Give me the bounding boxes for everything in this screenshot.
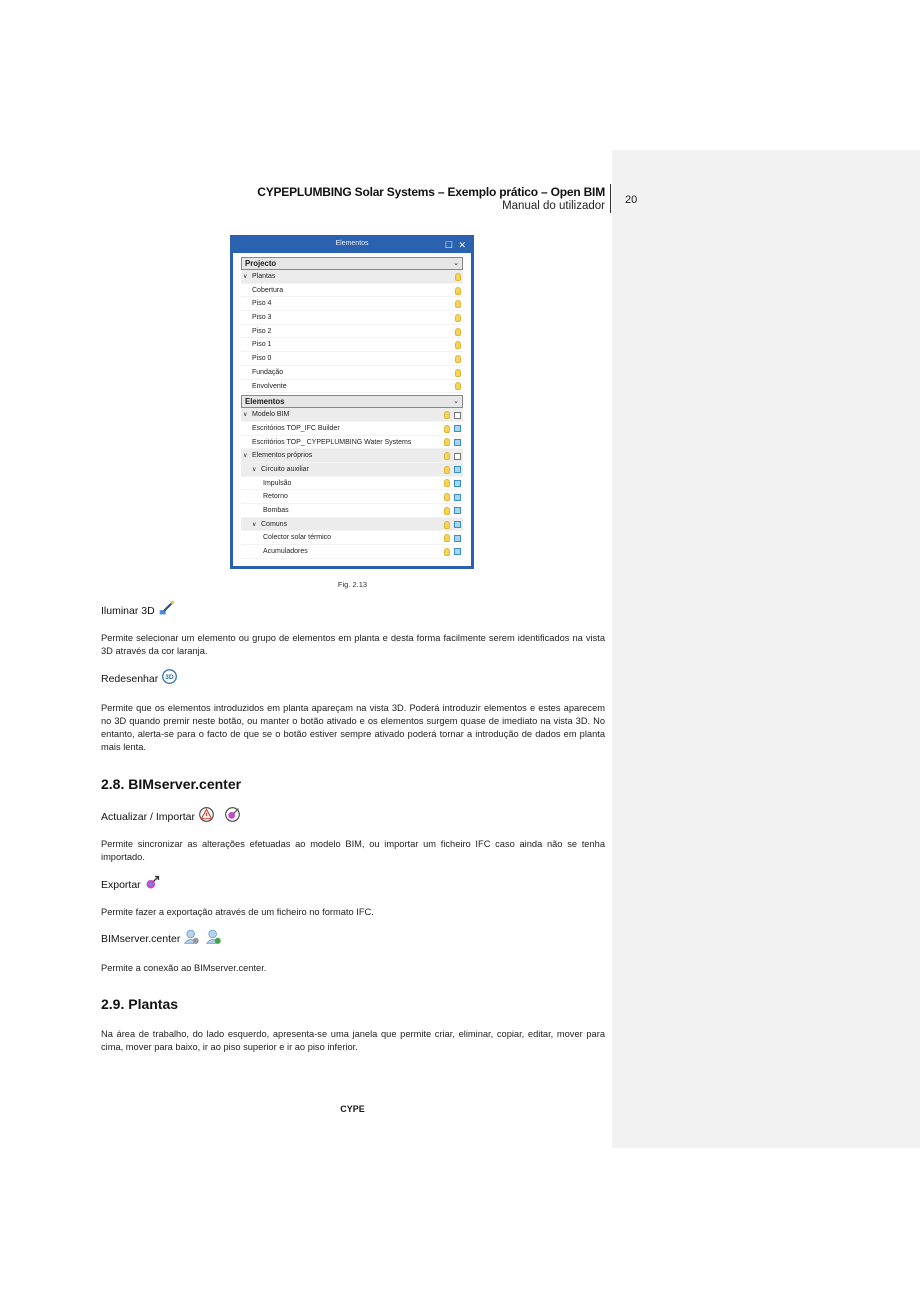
figure-caption: Fig. 2.13 (337, 580, 368, 589)
redraw-3d-icon-text: 3D (165, 674, 175, 682)
cube-icon[interactable] (454, 480, 461, 487)
lightbulb-icon[interactable] (444, 452, 450, 460)
row-icons (455, 366, 461, 380)
lightbulb-icon[interactable] (455, 328, 461, 336)
tree-row-label: Comuns (261, 520, 288, 528)
redraw-3d-icon (161, 668, 178, 685)
panel-titlebar (233, 238, 471, 253)
header-title: CYPEPLUMBING Solar Systems – Exemplo prático – Open BIM (257, 185, 605, 199)
row-icons (455, 270, 461, 284)
row-icons (455, 311, 461, 325)
tree-row[interactable] (241, 408, 463, 422)
lightbulb-icon[interactable] (444, 438, 450, 446)
tree-row[interactable] (241, 297, 463, 311)
lightbulb-icon[interactable] (455, 273, 461, 281)
tree-row[interactable] (241, 284, 463, 298)
actualizar-title: Actualizar / Importar (101, 811, 195, 823)
projecto-tree (241, 270, 463, 393)
elementos-dropdown-label: Elementos (245, 397, 285, 407)
row-icons (444, 408, 461, 422)
iluminar-heading (101, 600, 605, 617)
plantas-text: Na área de trabalho, do lado esquerdo, apresenta-se uma janela que permite criar, eliminar, copiar, editar, mover para cima, mover para baixo, ir ao piso superior e ir ao piso inferior. (101, 1029, 605, 1052)
cube-icon[interactable] (454, 521, 461, 528)
exportar-text: Permite fazer a exportação através de um ficheiro no formato IFC. (101, 907, 374, 917)
tree-row-label: Acumuladores (263, 548, 308, 556)
tree-row-label: Impulsão (263, 479, 292, 487)
tree-row[interactable] (241, 518, 463, 532)
tree-row[interactable] (241, 380, 463, 394)
lightbulb-icon[interactable] (455, 355, 461, 363)
tree-row[interactable] (241, 436, 463, 450)
import-icon (224, 806, 241, 823)
redesenhar-text: Permite que os elementos introduzidos em planta apareçam na vista 3D. Poderá introduzir elementos e estes aparecem no 3D quando premir neste botão, ou manter o botão ativado e os elementos surgem quase de imediato na vista 3D. No entanto, alerta-se para o facto de que se o botão estiver sempre ativado poderá tornar a introdução de dados em planta mais lenta. (101, 703, 605, 752)
exportar-title: Exportar (101, 879, 141, 891)
page-footer: CYPE (340, 1104, 365, 1114)
lightbulb-icon[interactable] (444, 466, 450, 474)
tree-row-label: Fundação (252, 368, 284, 376)
cube-icon[interactable] (454, 453, 461, 460)
row-icons (444, 463, 461, 477)
panel-title: Elementos (335, 240, 369, 247)
tree-row-label: Escritórios TOP_ CYPEPLUMBING Water Systems (252, 438, 412, 446)
row-icons (444, 504, 461, 518)
tree-row-label: Colector solar térmico (263, 534, 332, 542)
lightbulb-icon[interactable] (444, 507, 450, 515)
lightbulb-icon[interactable] (444, 534, 450, 542)
tree-row[interactable] (241, 477, 463, 491)
tree-row-label: Piso 4 (252, 300, 272, 308)
row-icons (455, 380, 461, 394)
tree-row-label: Escritórios TOP_IFC Builder (252, 424, 340, 432)
tree-row-label: Retorno (263, 493, 288, 501)
tree-row[interactable] (241, 422, 463, 436)
cube-icon[interactable] (454, 466, 461, 473)
expand-chevron-icon[interactable]: ∨ (243, 412, 248, 419)
tree-row[interactable] (241, 531, 463, 545)
row-icons (444, 531, 461, 545)
cube-icon[interactable] (454, 425, 461, 432)
row-icons (444, 545, 461, 559)
tree-row[interactable] (241, 270, 463, 284)
tree-row[interactable] (241, 311, 463, 325)
tree-row[interactable] (241, 545, 463, 559)
tree-row[interactable] (241, 338, 463, 352)
lightbulb-icon[interactable] (455, 314, 461, 322)
tree-row-label: Piso 1 (252, 341, 272, 349)
row-icons (455, 338, 461, 352)
tree-row[interactable] (241, 325, 463, 339)
tree-row-label: Piso 0 (252, 355, 272, 363)
lightbulb-icon[interactable] (444, 521, 450, 529)
expand-chevron-icon[interactable]: ∨ (252, 521, 257, 528)
tree-row[interactable] (241, 490, 463, 504)
tree-row-label: Plantas (252, 273, 276, 280)
redesenhar-title: Redesenhar (101, 673, 159, 685)
user-connected-icon (205, 928, 222, 945)
tree-row-label: Envolvente (252, 382, 287, 390)
row-icons (455, 284, 461, 298)
tree-row[interactable] (241, 366, 463, 380)
user-disconnected-icon (183, 928, 200, 945)
row-icons (444, 518, 461, 532)
iluminar-text: Permite selecionar um elemento ou grupo de elementos em planta e desta forma facilmente serem identificados na vista 3D através da cor laranja. (101, 633, 605, 656)
actualizar-text: Permite sincronizar as alterações efetuadas ao modelo BIM, ou importar um ficheiro IFC caso ainda não se tenha importado. (101, 839, 605, 862)
elementos-tree (241, 408, 463, 559)
header-subtitle: Manual do utilizador (502, 200, 605, 212)
bimserver-heading (101, 928, 605, 945)
iluminar-title: Iluminar 3D (101, 605, 155, 617)
tree-row[interactable] (241, 352, 463, 366)
lightbulb-icon[interactable] (455, 341, 461, 349)
row-icons (444, 477, 461, 491)
cube-icon[interactable] (454, 548, 461, 555)
tree-row[interactable] (241, 463, 463, 477)
tree-row-label: Piso 2 (252, 327, 272, 335)
export-icon (144, 874, 161, 891)
lightbulb-icon[interactable] (444, 479, 450, 487)
cube-icon[interactable] (454, 439, 461, 446)
bimserver-text: Permite a conexão ao BIMserver.center. (101, 963, 267, 973)
page-header (257, 185, 605, 212)
actualizar-heading (101, 806, 605, 823)
lightbulb-icon[interactable] (444, 425, 450, 433)
elementos-panel (230, 235, 474, 569)
lightbulb-icon[interactable] (444, 548, 450, 556)
lightbulb-icon[interactable] (444, 493, 450, 501)
cube-icon[interactable] (454, 494, 461, 501)
tree-row-label: Circuito auxiliar (261, 465, 309, 473)
page-number: 20 (625, 194, 638, 206)
tree-row[interactable] (241, 504, 463, 518)
projecto-dropdown-label: Projecto (245, 259, 277, 268)
tree-row-label: Bombas (263, 507, 289, 514)
chevron-down-icon: ⌄ (453, 260, 459, 267)
tree-row-label: Cobertura (252, 286, 284, 294)
redesenhar-heading (101, 668, 605, 685)
cube-icon[interactable] (454, 412, 461, 419)
section-title-2-9: 2.9. Plantas (101, 996, 179, 1012)
expand-chevron-icon[interactable]: ∨ (243, 453, 248, 460)
lightbulb-icon[interactable] (455, 369, 461, 377)
row-icons (455, 352, 461, 366)
expand-chevron-icon[interactable]: ∨ (243, 274, 248, 280)
cube-icon[interactable] (454, 507, 461, 514)
cube-icon[interactable] (454, 535, 461, 542)
lightbulb-icon[interactable] (455, 300, 461, 308)
bimserver-title: BIMserver.center (101, 933, 181, 945)
section-title-2-8: 2.8. BIMserver.center (101, 776, 242, 792)
tree-row[interactable] (241, 449, 463, 463)
lightbulb-icon[interactable] (455, 287, 461, 295)
close-icon[interactable]: ✕ (458, 240, 466, 250)
margin-band (612, 150, 920, 1148)
exportar-heading (101, 874, 605, 891)
chevron-down-icon: ⌄ (453, 398, 459, 406)
row-icons (455, 325, 461, 339)
row-icons (444, 422, 461, 436)
row-icons (444, 490, 461, 504)
row-icons (455, 297, 461, 311)
tree-row-label: Piso 3 (252, 314, 272, 322)
update-warning-icon (198, 806, 215, 823)
tree-row-label: Elementos próprios (252, 452, 313, 460)
tree-row-label: Modelo BIM (252, 411, 290, 419)
row-icons (444, 449, 461, 463)
lightbulb-icon[interactable] (455, 382, 461, 390)
expand-chevron-icon[interactable]: ∨ (252, 466, 257, 473)
projecto-dropdown[interactable] (241, 257, 463, 270)
lightbulb-icon[interactable] (444, 411, 450, 419)
flashlight-3d-icon (158, 600, 175, 617)
maximize-icon[interactable]: ☐ (444, 240, 453, 250)
elementos-dropdown[interactable] (241, 395, 463, 408)
row-icons (444, 436, 461, 450)
header-divider (610, 184, 611, 213)
